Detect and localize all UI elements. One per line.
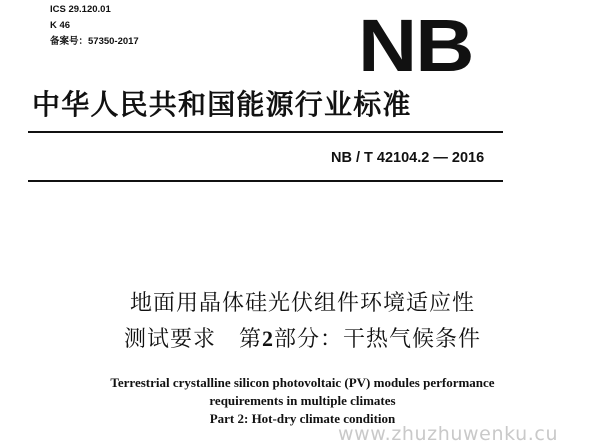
issuing-organization: 中华人民共和国能源行业标准 (32, 88, 412, 121)
title-cn-line2 (0, 322, 605, 353)
record-number: 备案号：57350-2017 (50, 36, 139, 47)
title-cn-part-number: 2 (262, 326, 274, 351)
title-cn-line1: 地面用晶体硅光伏组件环境适应性 (129, 291, 475, 316)
title-cn-line2-suffix: 部分：干热气候条件 (274, 327, 482, 352)
title-en-line3: Part 2: Hot-dry climate condition (209, 411, 396, 426)
classification-block (50, 2, 139, 50)
standard-number: NB / T 42104.2 — 2016 (331, 150, 485, 166)
divider-middle (28, 180, 503, 182)
category-code: K 46 (50, 20, 71, 31)
divider-top (28, 131, 503, 133)
site-watermark: www.zhuzhuwenku.cu (338, 423, 559, 445)
nb-logo: NB (358, 5, 473, 88)
ics-code: ICS 29.120.01 (50, 4, 111, 15)
title-en-line1: Terrestrial crystalline silicon photovoltaic (PV) modules performance (110, 375, 495, 390)
title-cn-line2-prefix: 测试要求 第 (123, 327, 262, 352)
title-en-line2: requirements in multiple climates (209, 393, 396, 408)
